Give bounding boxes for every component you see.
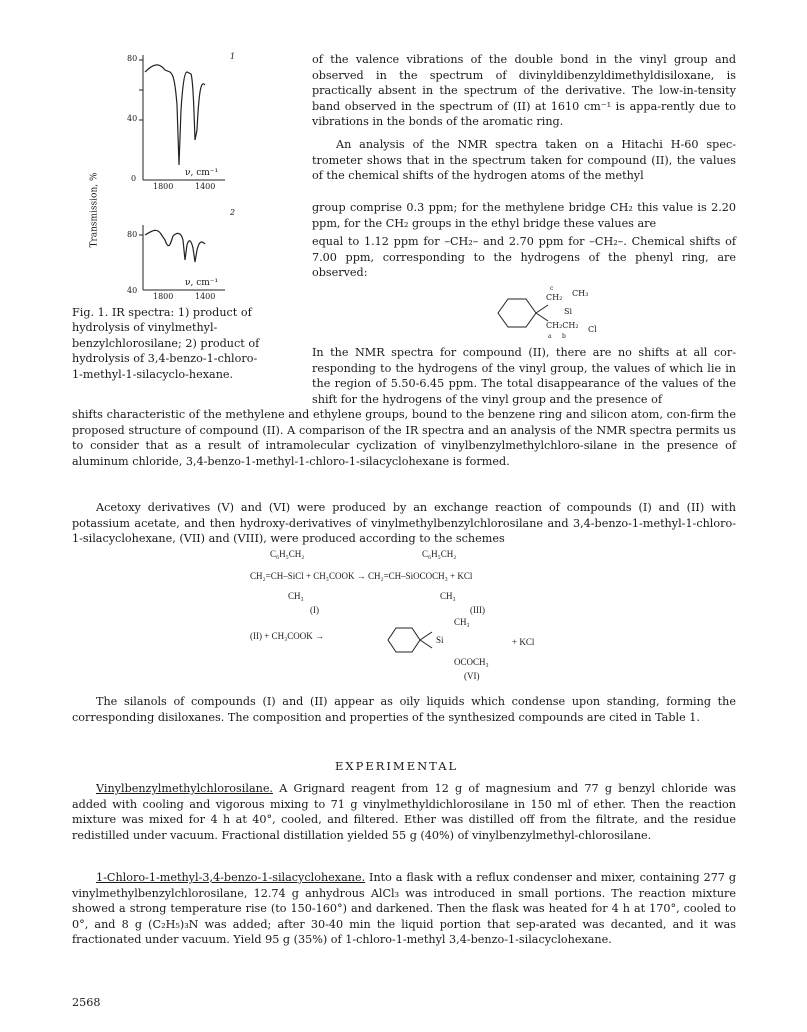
scheme-r1-bot: CH₃ xyxy=(288,591,304,601)
x-tick: 1400 xyxy=(195,182,216,191)
scheme-r2-kcl: + KCl xyxy=(512,637,535,647)
page-number: 2568 xyxy=(72,996,101,1009)
exp2-title: 1-Chloro-1-methyl-3,4-benzo-1-silacyclohexane. xyxy=(96,871,366,884)
label-cl: Cl xyxy=(588,325,597,334)
label-ch2: CH₂ xyxy=(546,293,563,302)
y-tick: 80 xyxy=(127,230,138,239)
ir-figure xyxy=(89,50,295,301)
scheme-benzene-ring xyxy=(382,622,462,662)
label-si: Si xyxy=(564,307,573,316)
scheme-r1-top: C₆H₅CH₂ xyxy=(270,549,305,559)
spectrum-2-trace xyxy=(145,230,205,262)
scheme-r2-left: (II) + CH₃COOK → xyxy=(250,631,324,641)
label-b: b xyxy=(562,333,566,340)
experimental-para-1 xyxy=(72,781,736,843)
spectrum-label: 1 xyxy=(230,52,236,61)
scheme-label-III: (III) xyxy=(470,605,485,615)
y-tick: 40 xyxy=(127,114,138,123)
label-ch3: CH₃ xyxy=(572,289,589,298)
para-5: Acetoxy derivatives (V) and (VI) were produced by an exchange reaction of compounds (I) and (II) with potassium acetate, and then hydroxy-derivatives of vinylmethylbenzylchlorosilane and 3,4-benzo-1-methyl-1-chloro-1-silacyclohexane, (VII) and (VIII), were produced according to the schemes xyxy=(72,501,736,546)
scheme-r2-si: Si xyxy=(436,635,444,645)
figure-caption: Fig. 1. IR spectra: 1) product of hydrolysis of vinylmethyl-benzylchlorosilane; 2) product of hydrolysis of 3,4-benzo-1-chloro-1-methyl-1-silacyclo-hexane. xyxy=(72,306,260,381)
scheme-r2-ch3: CH₃ xyxy=(454,617,470,627)
y-tick: 80 xyxy=(127,54,138,63)
reaction-scheme xyxy=(250,548,610,688)
right-para-3: In the NMR spectra for compound (II), there are no shifts at all cor-responding to the hydrogens of the vinyl group, the values of which lie in the region of 5.50-6.45 ppm. The total disappearance of the values of the shift for the hydrogens of the vinyl group and the presence of xyxy=(312,346,736,406)
label-ch2ch2: CH₂CH₂ xyxy=(546,321,579,330)
y-tick: 0 xyxy=(131,174,137,183)
scheme-r1-bot-right: CH₃ xyxy=(440,591,456,601)
y-tick: 40 xyxy=(127,286,138,295)
structure-diagram xyxy=(490,285,630,345)
exp2-body: Into a flask with a reflux condenser and mixer, containing 277 g vinylmethylbenzylchlorosilane, 12.74 g anhydrous AlCl₃ was introduced in small portions. The reaction mixture showed a strong temperature rise (to 150-160°) and darkened. Then the flask was heated for 4 h at 170°, cooled to 0°, and 8 g (C₂H₅)₃N was added; after 30-40 min the liquid portion that sep-arated was decanted, and it was fractionated under vacuum. Yield 95 g (35%) of 1-chloro-1-methyl 3,4-benzo-1-silacyclohexane. xyxy=(72,871,736,947)
spectrum-1-trace xyxy=(145,65,205,165)
para-6: The silanols of compounds (I) and (II) appear as oily liquids which condense upon standing, forming the corresponding disiloxanes. The composition and properties of the synthesized compounds are cited in Table 1. xyxy=(72,695,736,724)
x-axis-label: ν, cm⁻¹ xyxy=(185,278,219,288)
experimental-para-2 xyxy=(72,870,736,948)
label-c: c xyxy=(550,285,554,292)
x-tick: 1400 xyxy=(195,292,216,301)
scheme-r2-ococh3: OCOCH₃ xyxy=(454,657,489,667)
x-axis-label: ν, cm⁻¹ xyxy=(185,168,219,178)
scheme-label-I: (I) xyxy=(310,605,319,615)
para-4: shifts characteristic of the methylene and ethylene groups, bound to the benzene ring and silicon atom, con-firm the proposed structure of compound (II). A comparison of the IR spectra and an analysis of the NMR spectra permits us to consider that as a result of intramolecular cyclization of vinylbenzylmethylchloro-silane in the presence of aluminum chloride, 3,4-benzo-1-methyl-1-chloro-1-silacyclohexane is formed. xyxy=(72,408,736,468)
scheme-r1-top-right: C₆H₅CH₂ xyxy=(422,549,457,559)
label-a: a xyxy=(548,333,552,340)
spectrum-label: 2 xyxy=(230,208,236,217)
right-para-2a: An analysis of the NMR spectra taken on a Hitachi H-60 spec-trometer shows that in the spectrum taken for compound (II), the values of the chemical shifts of the hydrogen atoms of the methyl xyxy=(312,138,736,183)
y-axis-label: Transmission, % xyxy=(89,172,100,248)
x-tick: 1800 xyxy=(153,292,174,301)
right-para-2b: group comprise 0.3 ppm; for the methylene bridge CH₂ this value is 2.20 ppm, for the CH₂ groups in the ethyl bridge these values are xyxy=(312,201,736,230)
scheme-r1-mid: CH₂=CH–SiCl + CH₃COOK → CH₂=CH–SiOCOCH₃ + KCl xyxy=(250,571,473,581)
right-para-1: of the valence vibrations of the double bond in the vinyl group and observed in the spectrum of divinyldibenzyldimethyldisiloxane, is practically absent in the spectrum of the derivative. The low-in-tensity band observed in the spectrum of (II) at 1610 cm⁻¹ is appa-rently due to vibrations in the bonds of the aromatic ring. xyxy=(312,53,736,129)
scheme-label-VI: (VI) xyxy=(464,671,480,681)
exp1-body: A Grignard reagent from 12 g of magnesium and 77 g benzyl chloride was added with cooling and vigorous mixing to 71 g vinylmethyldichlorosilane in 150 ml of ether. Then the reaction mixture was mixed for 4 h at 40°, cooled, and filtered. Ether was distilled off from the filtrate, and the residue redistilled under vacuum. Fractional distillation yielded 55 g (40%) of vinylbenzylmethyl-chlorosilane. xyxy=(72,782,736,842)
exp1-title: Vinylbenzylmethylchlorosilane. xyxy=(96,782,273,795)
x-tick: 1800 xyxy=(153,182,174,191)
right-para-2c: equal to 1.12 ppm for –CH₂– and 2.70 ppm for –CH₂–. Chemical shifts of 7.00 ppm, corresponding to the hydrogens of the phenyl ring, are observed: xyxy=(312,235,736,280)
section-heading: EXPERIMENTAL xyxy=(335,759,459,773)
